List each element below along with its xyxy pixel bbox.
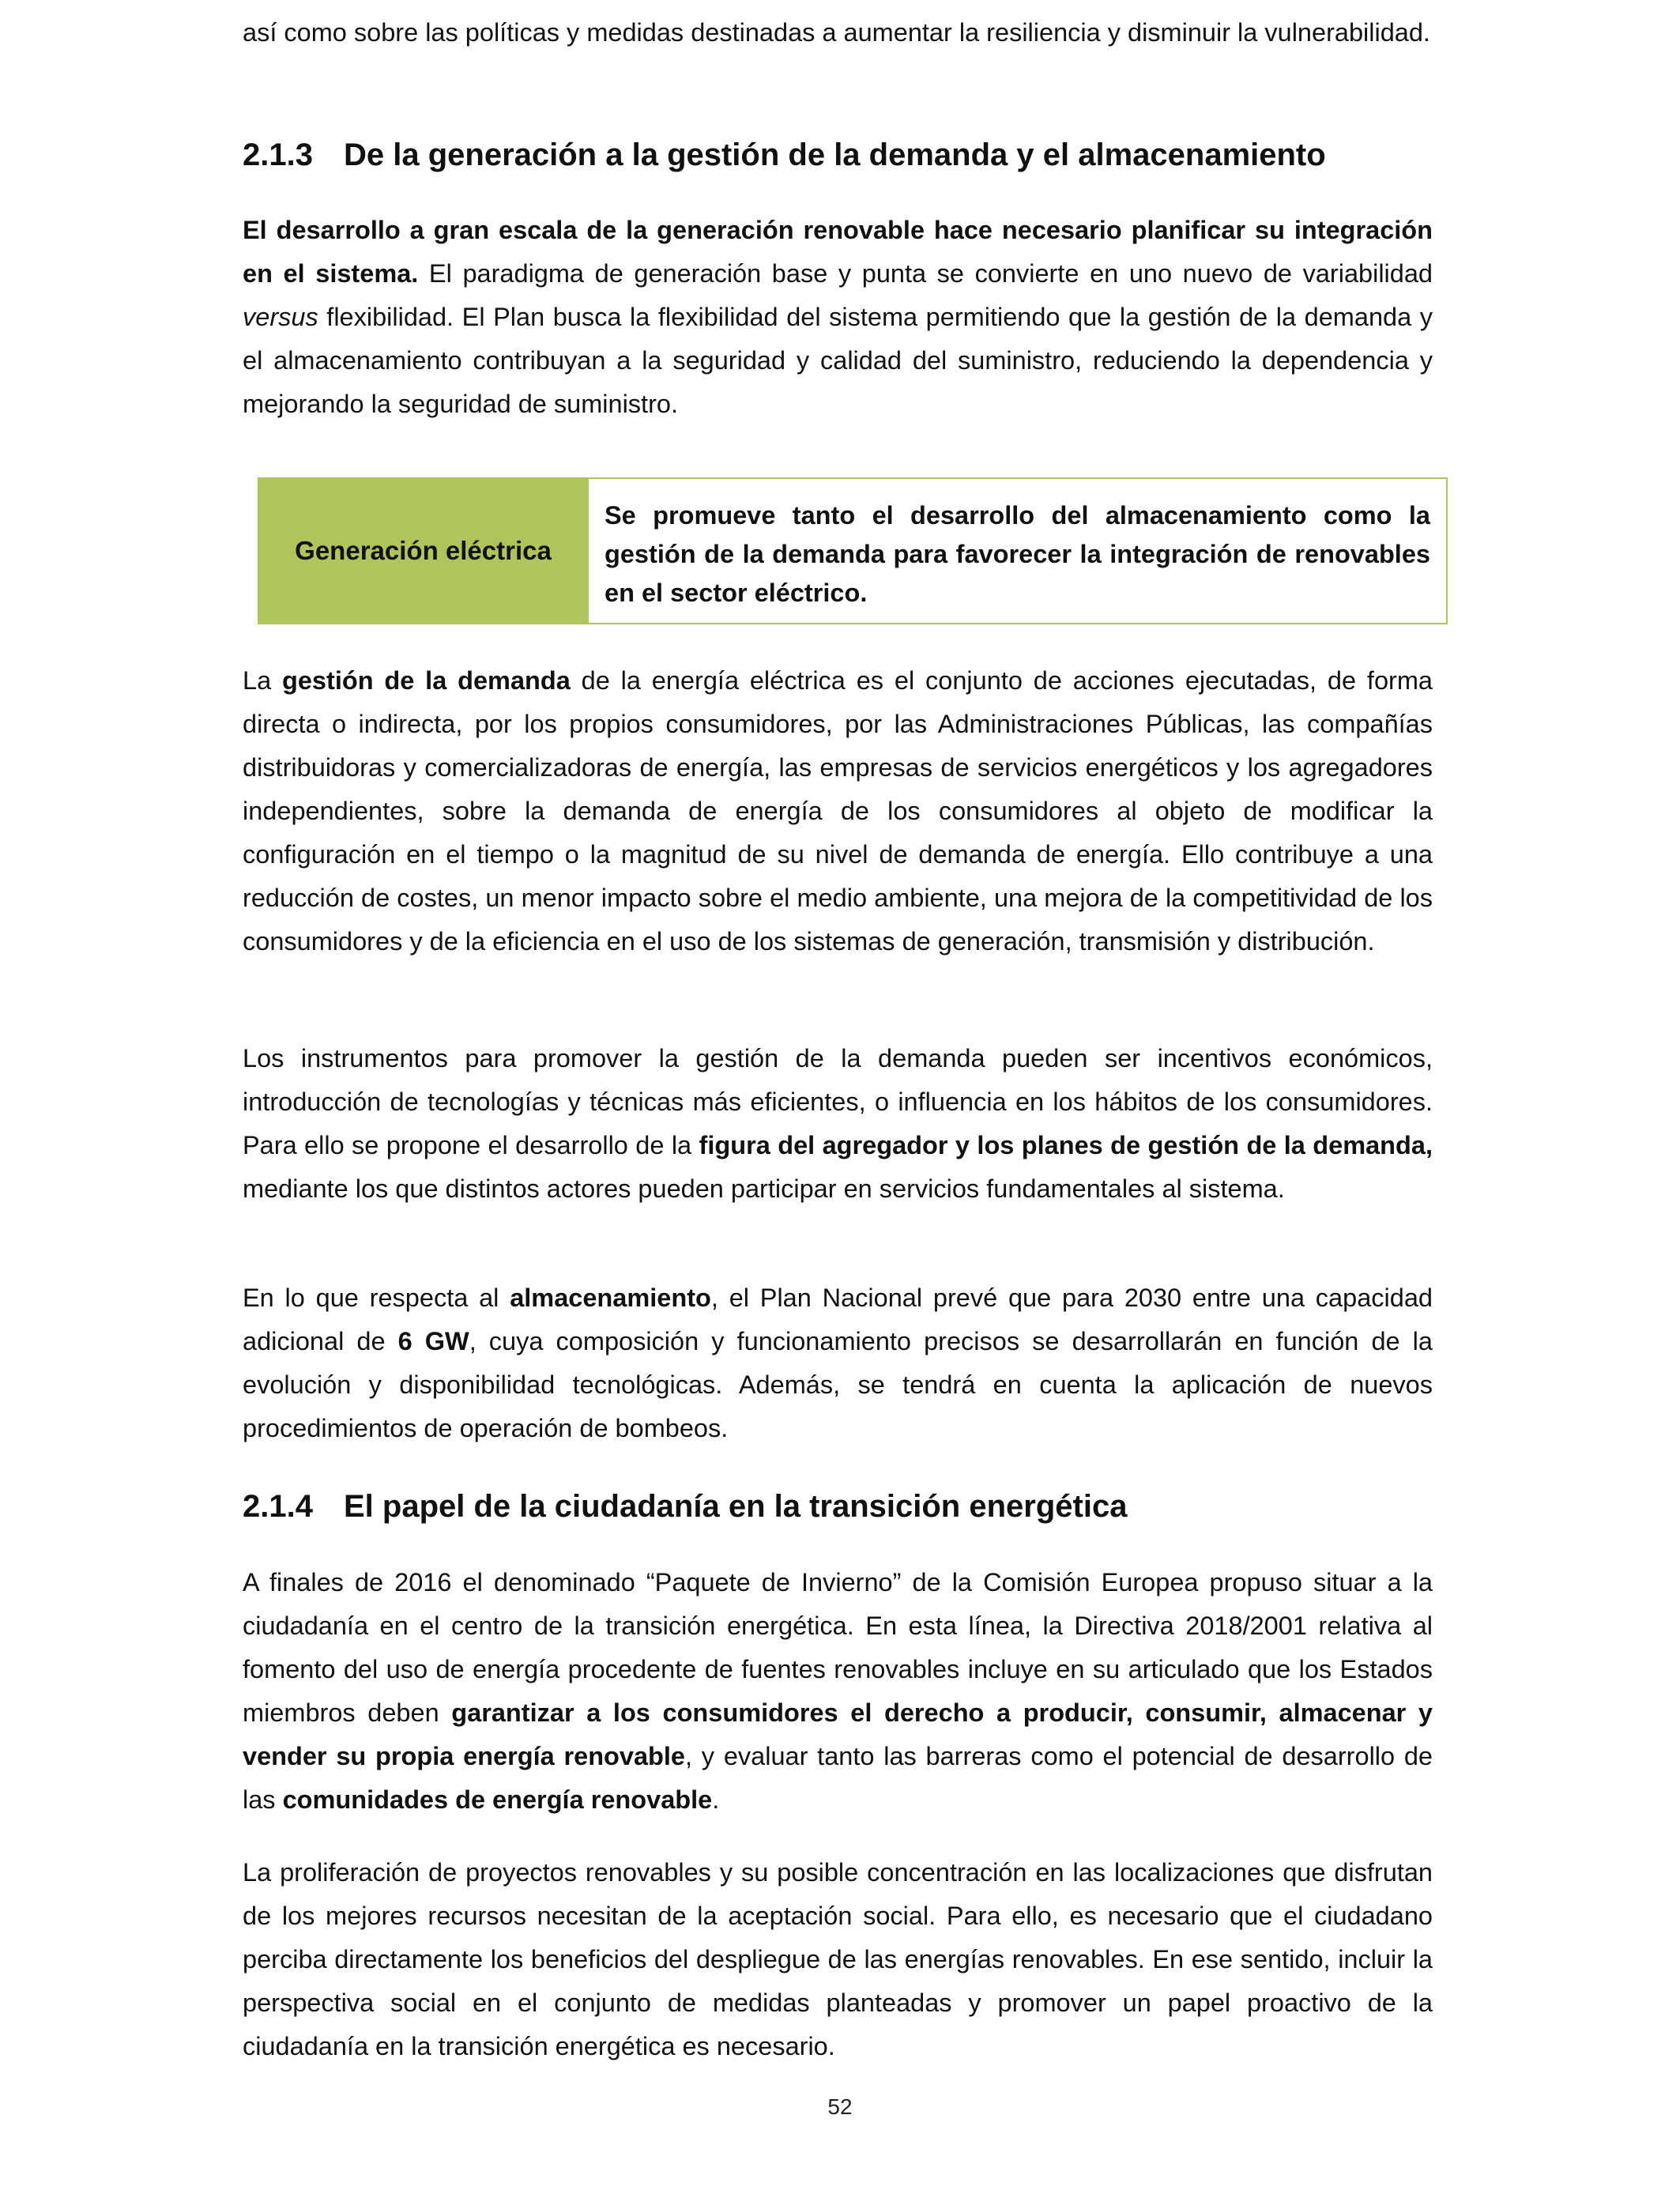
paragraph-text: flexibilidad. El Plan busca la flexibilidad del sistema permitiendo que la gestión de la demanda y el almacenamiento contribuyan a la seguridad y calidad del suministro, reduciendo la dependencia y mejorando la seguridad de suministro. — [243, 303, 1433, 418]
paragraph-text: El paradigma de generación base y punta se convierte en uno nuevo de variabilidad — [418, 259, 1433, 288]
bold-term: figura del agregador y los planes de gestión de la demanda, — [699, 1131, 1433, 1159]
bold-lead: El desarrollo a gran escala de la generación renovable hace necesario planificar su integración en el sistema. — [243, 216, 1433, 288]
demand-paragraph-block — [243, 659, 1433, 963]
paragraph-text: En lo que respecta al — [243, 1284, 510, 1312]
acceptance-paragraph: La proliferación de proyectos renovables y su posible concentración en las localizaciones que disfrutan de los mejores recursos necesitan de la aceptación social. Para ello, es necesario que el ciudadano perciba directamente los beneficios del despliegue de las energías renovables. En ese sentido, incluir la perspectiva social en el conjunto de medidas planteadas y promover un papel proactivo de la ciudadanía en la transición energética es necesario. — [243, 1858, 1433, 2060]
section-2-1-4-heading-block — [243, 1486, 1433, 1527]
callout-text: Se promueve tanto el desarrollo del almacenamiento como la gestión de la demanda para favorecer la integración de renovables en el sector eléctrico. — [605, 501, 1430, 607]
paragraph-text: . — [712, 1785, 720, 1814]
section-title: El papel de la ciudadanía en la transición energética — [344, 1489, 1128, 1524]
paragraph-text: La — [243, 666, 282, 695]
bold-term: gestión de la demanda — [282, 666, 571, 695]
storage-paragraph — [243, 1276, 1433, 1450]
instruments-paragraph — [243, 1037, 1433, 1211]
callout-text-box — [589, 477, 1448, 624]
callout-label: Generación eléctrica — [295, 536, 552, 565]
section-2-1-3-paragraph-block — [243, 209, 1433, 426]
paragraph-text: , el Plan Nacional prevé que para 2030 entre una capacidad adicional de — [243, 1284, 1433, 1355]
paragraph-text: A finales de 2016 el denominado “Paquete de Invierno” de la Comisión Europea propuso situar a la ciudadanía en el centro de la transición energética. En esta línea, la Directiva 2018/2001 relativa al fomento del uso de energía procedente de fuentes renovables incluye en su articulado que los Estados miembros deben — [243, 1568, 1433, 1727]
acceptance-paragraph-block — [243, 1851, 1433, 2068]
callout-box — [258, 477, 1448, 624]
section-title: De la generación a la gestión de la demanda y el almacenamiento — [344, 138, 1326, 172]
bold-term: garantizar a los consumidores el derecho a producir, consumir, almacenar y vender su propia energía renovable — [243, 1698, 1433, 1770]
demand-paragraph — [243, 659, 1433, 963]
intro-tail-paragraph: así como sobre las políticas y medidas destinadas a aumentar la resiliencia y disminuir la vulnerabilidad. — [243, 18, 1430, 47]
generation-paragraph — [243, 209, 1433, 426]
paragraph-text: , cuya composición y funcionamiento precisos se desarrollarán en función de la evolución y disponibilidad tecnológicas. Además, se tendrá en cuenta la aplicación de nuevos procedimientos de operación de bombeos. — [243, 1327, 1433, 1442]
citizenship-paragraph-block — [243, 1561, 1433, 1822]
section-heading — [243, 134, 1433, 175]
paragraph-text: mediante los que distintos actores pueden participar en servicios fundamentales al sistema. — [243, 1174, 1285, 1203]
section-2-1-3-heading-block — [243, 134, 1433, 175]
page-number: 52 — [827, 2094, 853, 2119]
section-number: 2.1.4 — [243, 1489, 313, 1524]
bold-term: almacenamiento — [510, 1284, 711, 1312]
citizenship-paragraph — [243, 1561, 1433, 1822]
storage-paragraph-block — [243, 1276, 1433, 1450]
paragraph-text: , y evaluar tanto las barreras como el potencial de desarrollo de las — [243, 1742, 1433, 1814]
bold-term: 6 GW — [397, 1327, 469, 1355]
paragraph-text: Los instrumentos para promover la gestión de la demanda pueden ser incentivos económicos, introducción de tecnologías y técnicas más eficientes, o influencia en los hábitos de los consumidores. Para ello se propone el desarrollo de la — [243, 1044, 1433, 1159]
paragraph-text: de la energía eléctrica es el conjunto de acciones ejecutadas, de forma directa o indirecta, por los propios consumidores, por las Administraciones Públicas, las compañías distribuidoras y comercializadoras de energía, las empresas de servicios energéticos y los agregadores independientes, sobre la demanda de energía de los consumidores al objeto de modificar la configuración en el tiempo o la magnitud de su nivel de demanda de energía. Ello contribuye a una reducción de costes, un menor impacto sobre el medio ambiente, una mejora de la competitividad de los consumidores y de la eficiencia en el uso de los sistemas de generación, transmisión y distribución. — [243, 666, 1433, 956]
intro-tail-block — [243, 11, 1433, 55]
instruments-paragraph-block — [243, 1037, 1433, 1211]
bold-term: comunidades de energía renovable — [282, 1785, 713, 1814]
italic-term: versus — [243, 303, 318, 331]
callout-label-box — [258, 477, 589, 624]
section-heading — [243, 1486, 1433, 1527]
section-number: 2.1.3 — [243, 138, 313, 172]
